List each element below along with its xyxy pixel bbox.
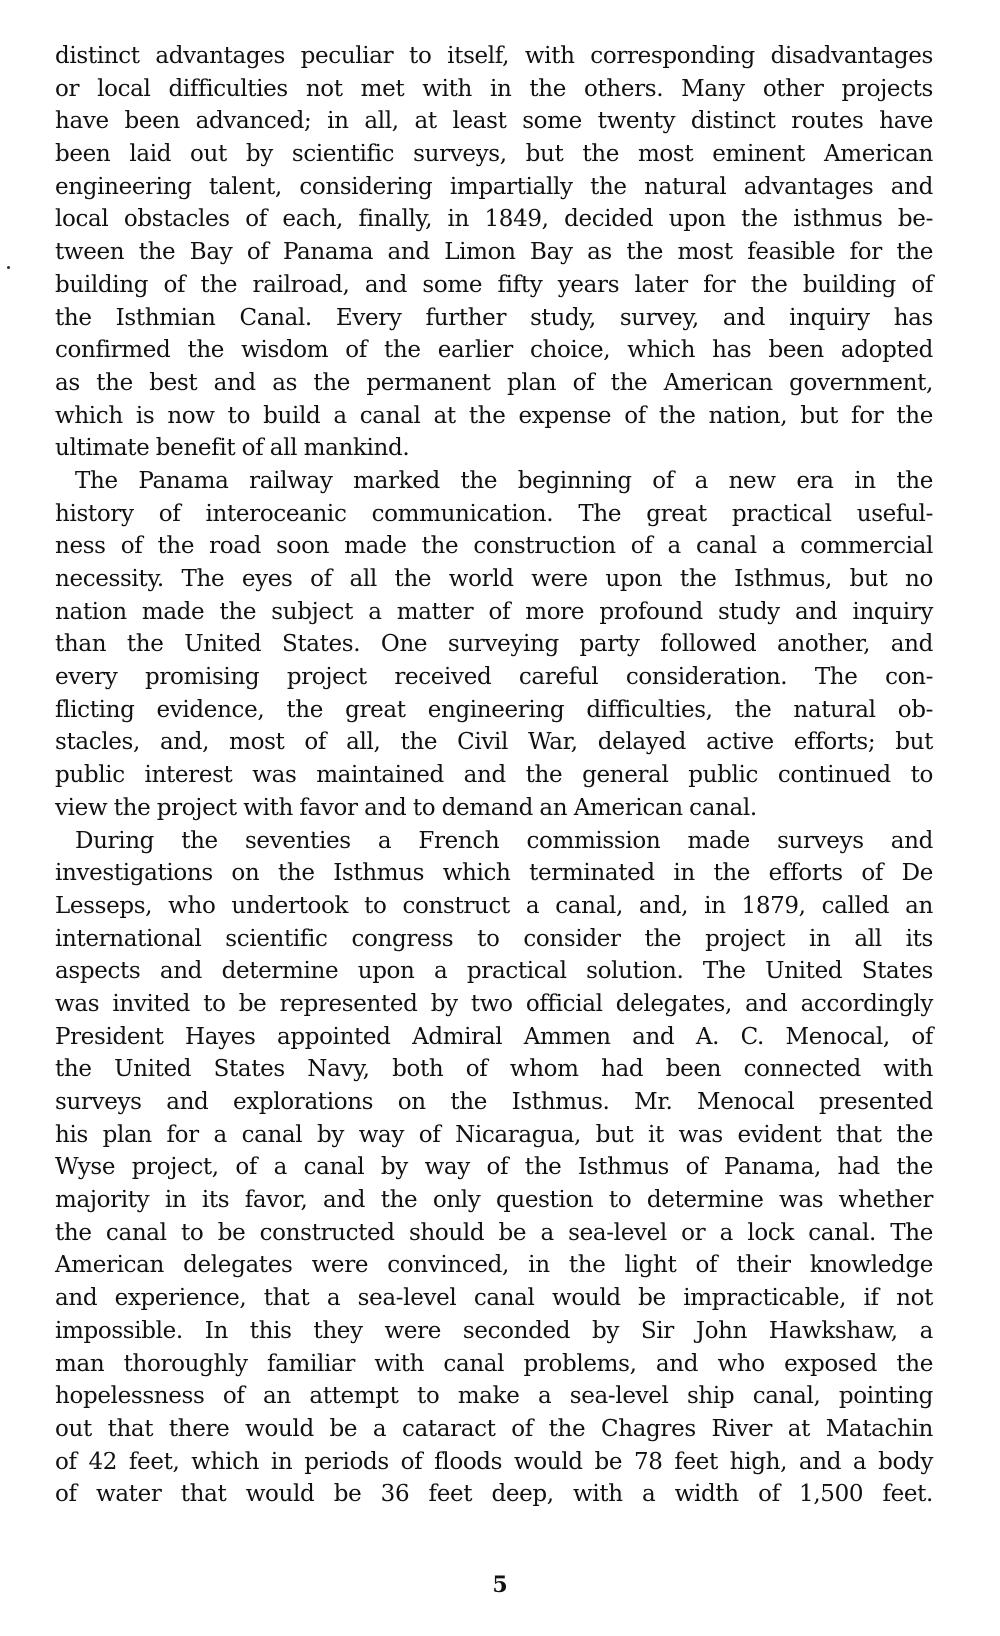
text-line: stacles, and, most of all, the Civil War, delayed active efforts; but (55, 729, 933, 756)
page-number: 5 (492, 1572, 508, 1598)
text-line: or local difficulties not met with in the others. Many other projects (55, 75, 933, 102)
text-line: Lesseps, who undertook to construct a canal, and, in 1879, called an (55, 892, 933, 919)
text-line: ness of the road soon made the construction of a canal a commercial (55, 533, 933, 560)
text-line: The Panama railway marked the beginning of a new era in the (75, 467, 933, 494)
text-line: flicting evidence, the great engineering difficulties, the natural ob- (55, 696, 933, 723)
text-line: out that there would be a cataract of the Chagres River at Matachin (55, 1415, 933, 1442)
text-line: distinct advantages peculiar to itself, with corresponding disadvantages (55, 43, 933, 69)
text-line: tween the Bay of Panama and Limon Bay as the most feasible for the (55, 239, 933, 266)
text-line: have been advanced; in all, at least some twenty distinct routes have (55, 108, 933, 135)
text-line: than the United States. One surveying party followed another, and (55, 631, 933, 658)
text-line: his plan for a canal by way of Nicaragua, but it was evident that the (55, 1121, 933, 1148)
text-line: international scientific congress to consider the project in all its (55, 925, 933, 952)
text-line: the United States Navy, both of whom had been connected with (55, 1056, 933, 1083)
text-line: Wyse project, of a canal by way of the Isthmus of Panama, had the (55, 1154, 933, 1181)
text-line: local obstacles of each, finally, in 1849, decided upon the isthmus be- (55, 206, 933, 233)
text-line: investigations on the Isthmus which terminated in the efforts of De (55, 860, 933, 887)
text-line: which is now to build a canal at the expense of the nation, but for the (55, 402, 933, 429)
paragraph-1 (55, 40, 933, 465)
text-line: During the seventies a French commission made surveys and (75, 827, 933, 854)
text-line: of 42 feet, which in periods of floods would be 78 feet high, and a body (55, 1448, 933, 1475)
text-line: the Isthmian Canal. Every further study, survey, and inquiry has (55, 304, 933, 331)
text-line: American delegates were convinced, in the light of their knowledge (55, 1252, 933, 1279)
text-line: history of interoceanic communication. The great practical useful- (55, 500, 933, 527)
text-line: was invited to be represented by two official delegates, and accordingly (55, 990, 933, 1017)
text-line: the canal to be constructed should be a sea-level or a lock canal. The (55, 1219, 933, 1246)
paragraph-3 (55, 825, 933, 1511)
text-line: of water that would be 36 feet deep, with a width of 1,500 feet. (55, 1481, 933, 1508)
text-line: engineering talent, considering impartially the natural advantages and (55, 173, 933, 200)
text-line: hopelessness of an attempt to make a sea-level ship canal, pointing (55, 1383, 933, 1410)
scan-artifact-speck (7, 266, 10, 269)
text-line: aspects and determine upon a practical solution. The United States (55, 958, 933, 985)
text-line: every promising project received careful consideration. The con- (55, 664, 933, 691)
text-line: building of the railroad, and some fifty years later for the building of (55, 271, 933, 298)
text-line: President Hayes appointed Admiral Ammen and A. C. Menocal, of (55, 1023, 933, 1050)
text-line: as the best and as the permanent plan of the American government, (55, 369, 933, 396)
text-line: confirmed the wisdom of the earlier choice, which has been adopted (55, 337, 933, 364)
text-line: man thoroughly familiar with canal problems, and who exposed the (55, 1350, 933, 1377)
text-line: necessity. The eyes of all the world were upon the Isthmus, but no (55, 566, 933, 592)
paragraph-2 (55, 465, 933, 825)
text-line: ultimate benefit of all mankind. (55, 435, 410, 462)
text-line: nation made the subject a matter of more profound study and inquiry (55, 598, 933, 625)
text-line: public interest was maintained and the general public continued to (55, 762, 933, 789)
page-body (55, 40, 933, 1511)
text-line: view the project with favor and to demand an American canal. (55, 794, 757, 821)
text-line: been laid out by scientific surveys, but the most eminent American (55, 141, 933, 168)
text-line: and experience, that a sea-level canal would be impracticable, if not (55, 1285, 933, 1312)
text-line: impossible. In this they were seconded by Sir John Hawkshaw, a (55, 1317, 933, 1344)
text-line: majority in its favor, and the only question to determine was whether (55, 1187, 933, 1214)
text-line: surveys and explorations on the Isthmus. Mr. Menocal presented (55, 1089, 933, 1115)
